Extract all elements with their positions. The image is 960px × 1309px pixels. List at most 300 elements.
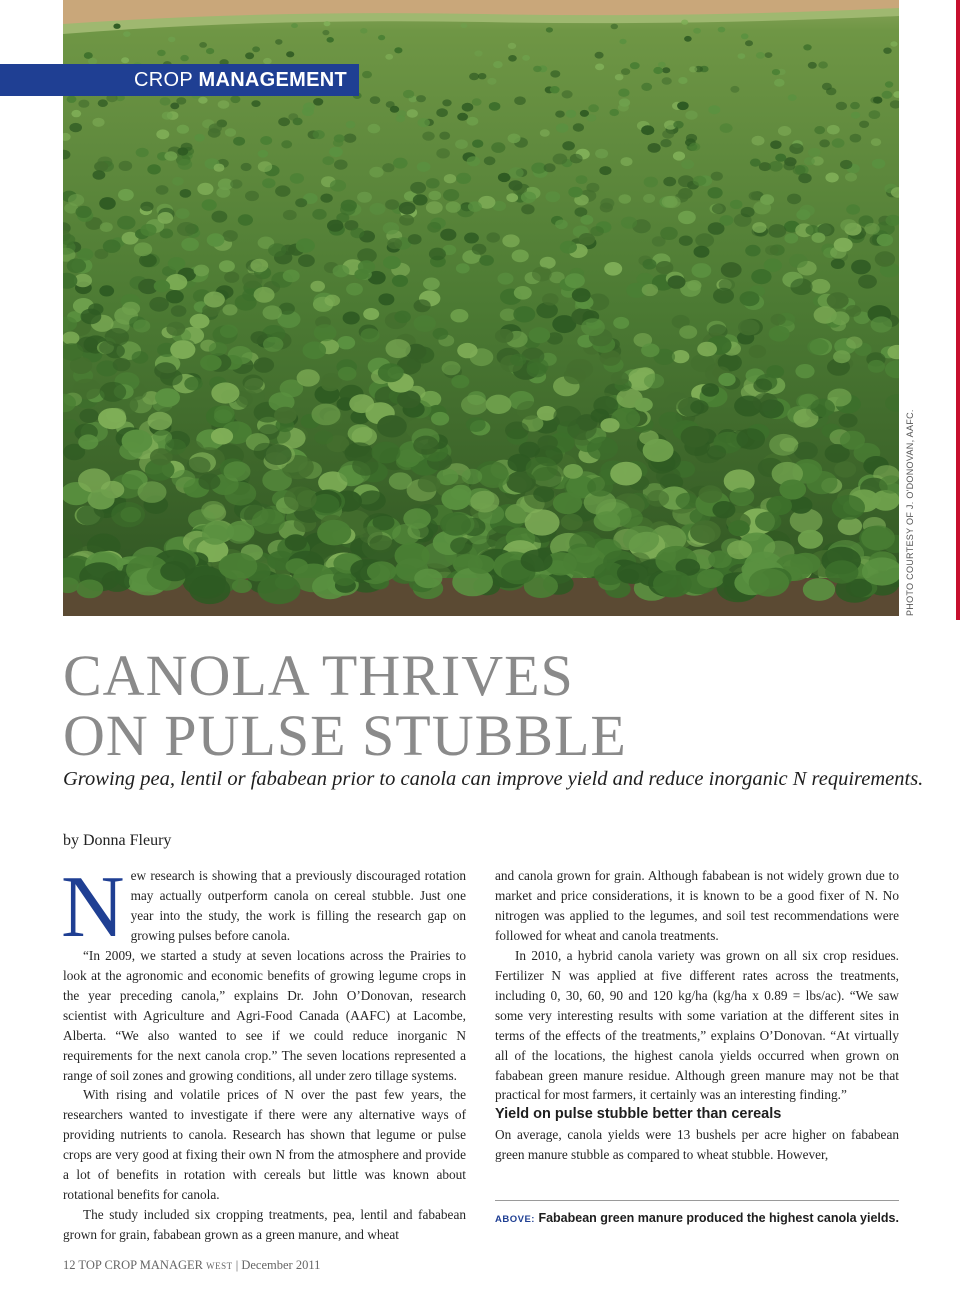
foliage-mark [678, 211, 696, 224]
foliage-mark [833, 350, 850, 363]
foliage-mark [460, 23, 467, 28]
foliage-mark [641, 83, 652, 91]
foliage-mark [450, 309, 468, 322]
foliage-mark [769, 434, 798, 456]
foliage-mark [442, 99, 451, 106]
foliage-mark [850, 102, 860, 109]
foliage-mark [760, 194, 774, 205]
foliage-mark [123, 31, 131, 37]
foliage-mark [752, 136, 765, 146]
foliage-mark [563, 464, 583, 479]
foliage-mark [224, 272, 239, 283]
foliage-mark [429, 248, 446, 261]
foliage-mark [63, 332, 79, 345]
foliage-mark [165, 439, 186, 455]
foliage-mark [461, 395, 488, 415]
foliage-mark [118, 189, 134, 201]
foliage-mark [825, 173, 838, 183]
foliage-mark [690, 520, 721, 543]
foliage-mark [160, 97, 171, 105]
foliage-mark [360, 28, 367, 34]
foliage-mark [479, 255, 494, 266]
foliage-mark [668, 275, 686, 288]
foliage-mark [877, 234, 894, 246]
foliage-mark [538, 435, 558, 450]
foliage-mark [140, 202, 153, 212]
foliage-mark [798, 530, 823, 549]
foliage-mark [679, 325, 697, 338]
foliage-mark [286, 51, 294, 57]
foliage-mark [462, 469, 483, 485]
foliage-mark [230, 179, 242, 188]
foliage-mark [595, 52, 604, 59]
foliage-mark [568, 187, 582, 198]
foliage-mark [659, 412, 683, 430]
foliage-mark [656, 261, 674, 274]
foliage-mark [660, 227, 678, 240]
foliage-mark [495, 329, 514, 343]
foliage-mark [211, 382, 239, 403]
foliage-mark [235, 294, 257, 310]
foliage-mark [321, 377, 340, 391]
foliage-mark [521, 550, 553, 572]
foliage-mark [93, 170, 106, 180]
foliage-mark [595, 64, 604, 71]
foliage-mark [439, 132, 450, 140]
foliage-mark [155, 388, 180, 407]
foliage-mark [834, 238, 853, 252]
foliage-mark [514, 96, 526, 105]
foliage-mark [172, 177, 184, 186]
foliage-mark [472, 244, 487, 255]
foliage-mark [756, 52, 765, 59]
foliage-mark [390, 106, 399, 113]
foliage-mark [76, 206, 92, 218]
foliage-mark [417, 162, 431, 172]
foliage-mark [333, 265, 350, 278]
lead-paragraph: New research is showing that a previously discouraged rotation may actually outperform canola on cereal stubble. Just one year into the study, the work is filling the research gap on growing pulses before canola. [61, 859, 466, 956]
foliage-mark [693, 176, 707, 186]
foliage-mark [712, 204, 726, 215]
foliage-mark [314, 324, 337, 341]
foliage-mark [662, 130, 674, 139]
foliage-mark [467, 156, 480, 166]
foliage-mark [832, 138, 845, 148]
foliage-mark [562, 90, 573, 98]
drop-cap: N [61, 859, 125, 956]
foliage-mark [882, 91, 893, 99]
foliage-mark [403, 90, 414, 98]
foliage-mark [795, 364, 814, 378]
paragraph: In 2010, a hybrid canola variety was grown on all six crop residues. Fertilizer N was applied at five different rates across the treatments, including 0, 30, 60, 90 and 120 kg/ha (kg/ha x 0.89 = lbs/ac). “We saw some very interesting results with some variation at the different sites in terms of the effects of the treatments,” explains O’Donovan. “At virtually all of the locations, the highest canola yields occurred when grown on fababean green manure residue. Although green manure may not be that practical for most farmers, it certainly was an interesting finding.” [495, 947, 899, 1103]
foliage-mark [858, 275, 877, 289]
foliage-mark [162, 112, 173, 120]
foliage-mark [491, 142, 505, 153]
foliage-mark [132, 351, 149, 364]
foliage-mark [245, 52, 254, 59]
foliage-mark [751, 269, 771, 284]
foliage-mark [498, 273, 514, 285]
foliage-mark [621, 68, 630, 75]
foliage-mark [170, 103, 179, 110]
foliage-mark [416, 95, 426, 102]
foliage-mark [154, 362, 176, 379]
foliage-mark [662, 77, 672, 85]
foliage-mark [219, 260, 235, 272]
foliage-mark [740, 291, 760, 306]
foliage-mark [789, 254, 808, 268]
foliage-mark [275, 39, 282, 45]
foliage-mark [330, 180, 346, 192]
foliage-mark [581, 318, 605, 336]
foliage-mark [344, 134, 357, 143]
foliage-mark [117, 216, 135, 230]
foliage-mark [359, 490, 386, 510]
foliage-mark [111, 502, 145, 527]
foliage-mark [609, 109, 619, 116]
foliage-mark [468, 555, 495, 574]
foliage-mark [286, 558, 309, 574]
foliage-mark [470, 491, 499, 513]
foliage-mark [170, 340, 195, 359]
section-banner [0, 64, 359, 96]
foliage-mark [611, 372, 629, 386]
foliage-mark [653, 570, 692, 597]
foliage-mark [418, 118, 430, 127]
foliage-mark [260, 136, 272, 145]
foliage-mark [587, 437, 618, 460]
foliage-mark [478, 464, 510, 488]
foliage-mark [413, 194, 428, 205]
foliage-mark [687, 280, 701, 291]
foliage-mark [197, 183, 213, 195]
foliage-mark [673, 151, 685, 160]
foliage-mark [444, 174, 456, 183]
foliage-mark [206, 48, 214, 54]
foliage-mark [472, 98, 482, 105]
foliage-mark [679, 236, 693, 246]
foliage-mark [796, 209, 810, 220]
foliage-mark [67, 96, 77, 103]
foliage-mark [238, 386, 265, 406]
foliage-mark [346, 283, 363, 296]
foliage-mark [556, 123, 569, 132]
foliage-mark [567, 359, 594, 379]
foliage-mark [619, 98, 630, 106]
foliage-mark [394, 311, 411, 324]
foliage-mark [565, 273, 585, 288]
foliage-mark [553, 492, 582, 514]
foliage-mark [71, 110, 81, 117]
foliage-mark [778, 126, 791, 136]
foliage-mark [749, 191, 761, 200]
foliage-mark [618, 569, 639, 584]
foliage-mark [712, 501, 735, 518]
foliage-mark [337, 336, 355, 349]
foliage-mark [745, 245, 760, 257]
foliage-mark [871, 316, 893, 332]
foliage-mark [872, 159, 885, 169]
foliage-mark [689, 66, 697, 72]
foliage-mark [199, 42, 207, 48]
foliage-mark [313, 130, 325, 139]
photo-caption [495, 1210, 899, 1228]
foliage-mark [78, 434, 98, 449]
foliage-mark [92, 118, 104, 127]
foliage-mark [566, 110, 577, 118]
foliage-mark [533, 66, 542, 72]
foliage-mark [436, 108, 448, 117]
foliage-mark [769, 161, 783, 172]
foliage-mark [388, 366, 405, 379]
foliage-mark [468, 201, 482, 212]
foliage-mark [641, 343, 659, 357]
title-line-1: CANOLA THRIVES [63, 643, 574, 708]
foliage-mark [322, 156, 334, 165]
foliage-mark [317, 520, 351, 546]
foliage-mark [812, 233, 826, 243]
foliage-mark [753, 379, 772, 393]
foliage-mark [297, 369, 320, 386]
foliage-mark [387, 238, 402, 249]
foliage-mark [427, 222, 441, 233]
foliage-mark [474, 50, 482, 56]
foliage-mark [658, 62, 666, 68]
foliage-mark [313, 98, 323, 106]
foliage-mark [103, 240, 121, 253]
article-subtitle: Growing pea, lentil or fababean prior to canola can improve yield and reduce inorganic N requirements. [63, 768, 924, 790]
foliage-mark [88, 489, 115, 509]
foliage-mark [660, 139, 671, 147]
foliage-mark [113, 358, 131, 371]
foliage-mark [643, 259, 657, 270]
foliage-mark [693, 28, 701, 34]
foliage-mark [827, 125, 840, 135]
foliage-mark [140, 224, 156, 236]
foliage-mark [764, 258, 782, 272]
foliage-mark [329, 147, 343, 157]
foliage-mark [451, 375, 469, 388]
issue-date: December 2011 [241, 1258, 321, 1272]
foliage-mark [681, 426, 710, 448]
foliage-mark [352, 456, 378, 476]
foliage-mark [653, 67, 663, 74]
foliage-mark [268, 243, 286, 257]
caption-label: ABOVE: [495, 1214, 535, 1225]
foliage-mark [263, 305, 282, 319]
foliage-mark [441, 488, 470, 510]
foliage-mark [220, 325, 238, 338]
foliage-mark [666, 392, 689, 409]
article-title [63, 643, 627, 768]
foliage-mark [839, 414, 858, 428]
foliage-mark [521, 204, 534, 214]
foliage-mark [180, 55, 188, 61]
caption-divider [495, 1200, 899, 1201]
foliage-mark [232, 579, 252, 593]
caption-text: Fababean green manure produced the highest canola yields. [538, 1211, 899, 1225]
footer-separator: | [235, 1258, 239, 1272]
foliage-mark [423, 278, 440, 291]
foliage-mark [623, 526, 659, 553]
foliage-mark [472, 140, 483, 148]
foliage-mark [84, 52, 93, 59]
foliage-mark [133, 320, 150, 333]
foliage-mark [814, 126, 825, 134]
foliage-mark [642, 284, 658, 296]
foliage-mark [788, 94, 797, 101]
foliage-mark [615, 74, 624, 80]
foliage-mark [586, 114, 596, 121]
foliage-mark [512, 250, 529, 263]
foliage-mark [290, 173, 304, 184]
foliage-mark [81, 309, 102, 325]
foliage-mark [138, 481, 167, 503]
foliage-mark [555, 111, 565, 118]
foliage-mark [122, 430, 153, 453]
foliage-mark [258, 150, 269, 158]
foliage-mark [869, 110, 881, 119]
foliage-mark [385, 54, 393, 60]
foliage-mark [840, 431, 865, 450]
foliage-mark [610, 462, 642, 486]
foliage-mark [98, 408, 126, 429]
foliage-mark [223, 230, 238, 242]
foliage-mark [94, 161, 108, 171]
foliage-mark [561, 514, 583, 530]
photo-credit: PHOTO COURTESY OF J. O'DONOVAN, AAFC. [905, 409, 915, 616]
foliage-mark [211, 428, 233, 445]
foliage-mark [808, 62, 817, 69]
foliage-mark [396, 115, 406, 122]
foliage-mark [783, 162, 795, 171]
section-subhead: Yield on pulse stubble better than cereals [495, 1106, 782, 1123]
foliage-mark [818, 61, 828, 68]
magazine-edition: WEST [206, 1261, 233, 1271]
foliage-mark [180, 189, 192, 198]
foliage-mark [350, 228, 364, 239]
foliage-mark [745, 40, 753, 46]
foliage-mark [806, 471, 837, 494]
foliage-mark [98, 99, 108, 107]
foliage-mark [681, 20, 688, 25]
foliage-mark [647, 490, 669, 507]
foliage-mark [410, 182, 426, 194]
foliage-mark [385, 199, 399, 209]
foliage-mark [382, 163, 394, 172]
foliage-mark [392, 524, 420, 545]
foliage-mark [252, 509, 285, 534]
foliage-mark [291, 23, 298, 28]
magazine-name: TOP CROP MANAGER [78, 1258, 203, 1272]
foliage-mark [278, 117, 290, 126]
foliage-mark [100, 222, 113, 232]
foliage-mark [285, 534, 307, 551]
foliage-mark [149, 297, 169, 312]
foliage-mark [303, 341, 327, 359]
foliage-mark [753, 393, 778, 412]
foliage-mark [218, 100, 230, 109]
foliage-mark [177, 147, 188, 155]
foliage-mark [595, 149, 608, 159]
foliage-mark [79, 409, 98, 423]
foliage-mark [312, 404, 341, 426]
foliage-mark [590, 226, 604, 236]
foliage-mark [525, 509, 560, 535]
foliage-mark [207, 233, 225, 246]
foliage-mark [505, 422, 529, 440]
foliage-mark [840, 160, 852, 169]
foliage-mark [121, 57, 129, 63]
foliage-mark [230, 96, 240, 104]
foliage-mark [426, 178, 440, 188]
foliage-mark [78, 100, 89, 108]
foliage-mark [369, 535, 393, 553]
foliage-mark [327, 220, 343, 232]
foliage-mark [699, 485, 723, 503]
foliage-mark [433, 328, 449, 340]
foliage-mark [414, 299, 431, 312]
foliage-mark [456, 263, 470, 273]
foliage-mark [644, 374, 664, 389]
foliage-mark [553, 154, 568, 165]
foliage-mark [296, 238, 315, 252]
foliage-mark [469, 73, 479, 80]
foliage-mark [692, 263, 712, 278]
foliage-mark [250, 259, 268, 272]
foliage-mark [689, 143, 700, 151]
foliage-mark [298, 254, 315, 267]
foliage-mark [446, 201, 461, 212]
foliage-mark [588, 104, 599, 112]
foliage-mark [413, 436, 439, 455]
foliage-mark [643, 194, 655, 203]
foliage-mark [506, 193, 518, 202]
foliage-mark [769, 326, 790, 342]
foliage-mark [851, 112, 860, 119]
foliage-mark [177, 125, 189, 134]
foliage-mark [168, 257, 186, 270]
foliage-mark [720, 123, 733, 133]
foliage-mark [194, 134, 204, 142]
foliage-mark [749, 568, 789, 596]
foliage-mark [394, 47, 402, 53]
foliage-mark [684, 36, 692, 42]
foliage-mark [834, 461, 856, 477]
foliage-mark [694, 246, 710, 258]
foliage-mark [189, 575, 230, 604]
foliage-mark [864, 223, 879, 234]
foliage-mark [224, 461, 251, 481]
foliage-mark [586, 183, 599, 193]
foliage-mark [546, 27, 553, 32]
foliage-mark [522, 55, 530, 61]
foliage-mark [784, 233, 798, 243]
foliage-mark [257, 574, 300, 604]
foliage-mark [414, 315, 436, 332]
foliage-mark [738, 53, 746, 59]
foliage-mark [67, 259, 86, 274]
foliage-mark [158, 212, 174, 224]
foliage-mark [708, 105, 720, 114]
foliage-mark [362, 71, 372, 78]
foliage-mark [399, 202, 416, 215]
foliage-mark [822, 83, 832, 91]
foliage-mark [502, 234, 519, 247]
foliage-mark [136, 148, 149, 158]
foliage-mark [690, 400, 708, 414]
foliage-mark [713, 288, 734, 304]
